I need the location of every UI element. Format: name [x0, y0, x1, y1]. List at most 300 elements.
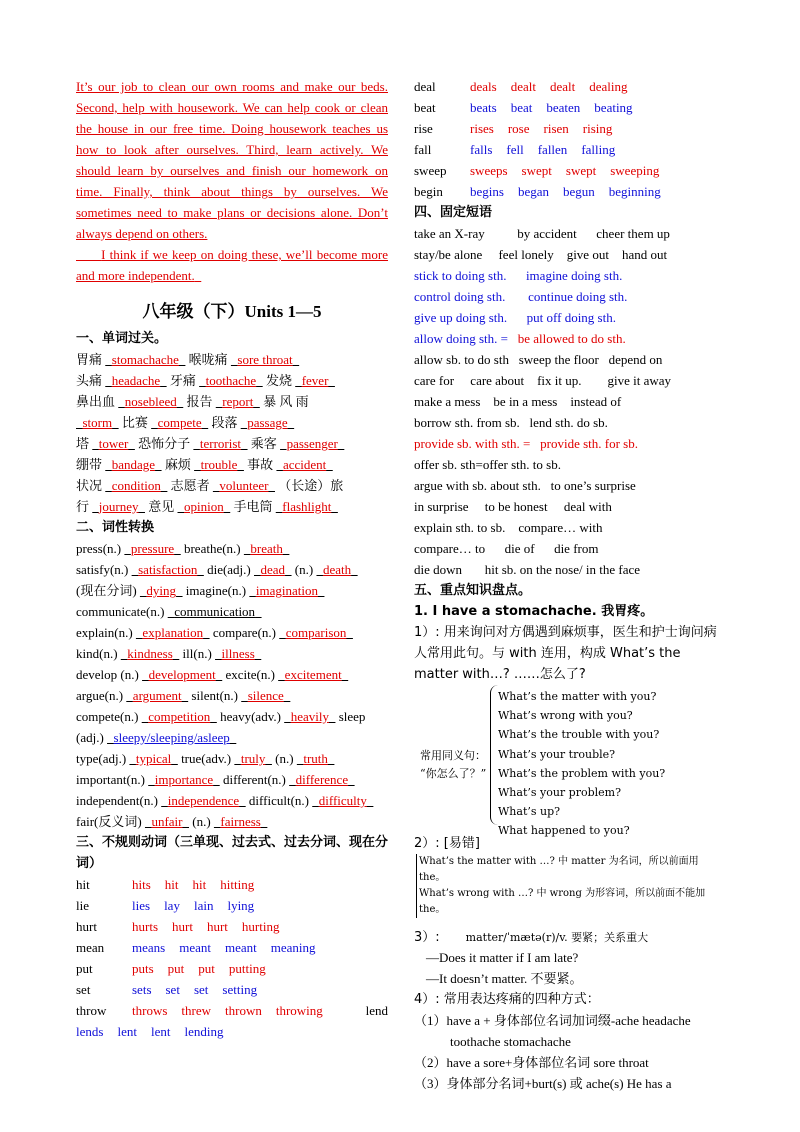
answer-blank [254, 562, 292, 577]
prompt-word: important(n.) [76, 772, 145, 787]
verb-form: thrown [225, 1003, 262, 1018]
conversion-row [76, 685, 388, 706]
prompt-word: excite(n.) [225, 667, 275, 682]
phrase-line: provide sb. with sth. = provide sth. for sb. [414, 436, 638, 451]
answer-word: excitement [284, 667, 342, 682]
phrase-line: stick to doing sth. imagine doing sth. [414, 268, 623, 283]
prompt-word: develop (n.) [76, 667, 139, 682]
answer-word: condition [111, 478, 161, 493]
answer-word: pressure [130, 541, 175, 556]
verb-form: hurting [241, 919, 280, 934]
phrase-line: stay/be alone feel lonely give out hand out [414, 247, 668, 262]
answer-blank [194, 457, 244, 472]
irregular-verbs-left [76, 874, 388, 1042]
answer-word: flashlight [282, 499, 332, 514]
phrase-line: explain sth. to sb. compare… with [414, 520, 603, 535]
verb-form: swept [521, 163, 552, 178]
answer-word: illness [221, 646, 255, 661]
answer-word: toothache [205, 373, 257, 388]
verb-row [76, 958, 388, 979]
answer-blank [76, 415, 119, 430]
answer-word: passenger [286, 436, 338, 451]
error-note-line: What’s wrong with …? 中 wrong 为形容词，所以前面不能加 the。 [419, 888, 706, 915]
prompt-word: 鼻出血 [76, 394, 116, 409]
answer-blank [295, 373, 335, 388]
conversion-row [76, 748, 388, 769]
prompt-word: 发烧 [265, 373, 292, 388]
answer-blank [241, 415, 294, 430]
synonym-item: What’s the trouble with you? [498, 728, 660, 742]
prompt-word: communicate(n.) [76, 604, 165, 619]
answer-blank [105, 352, 185, 367]
phrase-line: give up doing sth. put off doing sth. [414, 310, 616, 325]
prompt-word: heavy(adv.) [220, 709, 281, 724]
verb-form: lay [164, 898, 180, 913]
answer-word: difference [295, 772, 349, 787]
verb-form: fell [506, 142, 524, 157]
section-3-heading: 三、不规则动词（三单现、过去式、过去分词、现在分词） [76, 835, 389, 871]
answer-blank [215, 646, 261, 661]
answer-blank [241, 688, 290, 703]
prompt-word: satisfy(n.) [76, 562, 129, 577]
answer-word: development [148, 667, 216, 682]
verb-form: puts [132, 961, 154, 976]
verb-row [76, 1000, 388, 1021]
prompt-word: 麻烦 [164, 457, 191, 472]
verb-form: dealing [589, 79, 628, 94]
essay-text [76, 76, 388, 286]
answer-word: dying [146, 583, 177, 598]
prompt-word: 意见 [148, 499, 175, 514]
verb-form: hurt [206, 919, 228, 934]
answer-blank [193, 436, 247, 451]
phrase-line: allow doing sth. = be allowed to do sth. [414, 331, 626, 346]
answer-blank [278, 667, 348, 682]
answer-blank [199, 373, 263, 388]
verb-form: dealt [549, 79, 576, 94]
answer-word: storm [82, 415, 113, 430]
prompt-word: 段落 [211, 415, 238, 430]
verb-base: lie [76, 898, 89, 913]
prompt-word: independent(n.) [76, 793, 158, 808]
answer-word: unfair [151, 814, 183, 829]
prompt-word: 头痛 [76, 373, 103, 388]
key-point-2-label: 2）: [易错] [414, 836, 480, 851]
conversion-row [76, 580, 388, 601]
verb-form: meaning [270, 940, 316, 955]
prompt-word: 行 [76, 499, 90, 514]
prompt-word: compare(n.) [212, 625, 276, 640]
essay-paragraph-2: I think if we keep on doing these, we’ll become more and more independent. [76, 247, 389, 283]
prompt-word: true(adv.) [181, 751, 232, 766]
verb-base: sweep [414, 163, 447, 178]
answer-word: truth [303, 751, 328, 766]
verb-form: hit [164, 877, 179, 892]
phrase-line: care for care about fix it up. give it away [414, 373, 672, 388]
answer-blank [105, 457, 161, 472]
verb-form: beginning [608, 184, 661, 199]
word-row [76, 475, 388, 496]
answer-blank [244, 541, 289, 556]
answer-word: argument [132, 688, 182, 703]
prompt-word: (现在分词) [76, 583, 137, 598]
verb-row [414, 160, 726, 181]
verb-form: beaten [546, 100, 581, 115]
phrase-line: compare… to die of die from [414, 541, 599, 556]
prompt-word: type(adj.) [76, 751, 127, 766]
answer-word: satisfaction [138, 562, 198, 577]
verb-form: meant [224, 940, 257, 955]
answer-blank [148, 772, 219, 787]
verb-row [76, 916, 388, 937]
prompt-word: imagine(n.) [185, 583, 247, 598]
verb-form: means [132, 940, 166, 955]
conversion-row [76, 706, 388, 727]
verb-base: mean [76, 940, 105, 955]
answer-blank [316, 562, 357, 577]
key-point-1-text: 1）: 用来询问对方偶遇到麻烦事，医生和护士询问病人常用此句。与 with 连用，构成 What’s the matter with…? ……怎么了? [414, 625, 717, 682]
prompt-word: (n.) [192, 814, 211, 829]
synonym-item: What’s your trouble? [498, 747, 616, 761]
verb-row [414, 181, 726, 202]
key-point-3-answer: —It doesn’t matter. 不要紧。 [426, 971, 583, 986]
verb-form: sweeping [610, 163, 660, 178]
answer-blank [276, 499, 338, 514]
verb-row [76, 895, 388, 916]
prompt-word: （长途）旅 [278, 478, 344, 493]
answer-blank [249, 583, 324, 598]
phrase-line: argue with sb. about sth. to one’s surprise [414, 478, 636, 493]
prompt-word: (n.) [294, 562, 314, 577]
prompt-word: 事故 [247, 457, 274, 472]
answer-word: heavily [290, 709, 329, 724]
answer-blank [105, 478, 167, 493]
answer-word: difficulty [318, 793, 367, 808]
answer-blank [178, 499, 231, 514]
phrase-list [414, 223, 726, 580]
prompt-word: difficult(n.) [248, 793, 309, 808]
answer-word: sleepy/sleeping/asleep [113, 730, 230, 745]
answer-blank [151, 415, 208, 430]
answer-blank [105, 373, 166, 388]
prompt-word: 比赛 [121, 415, 148, 430]
answer-word: report [222, 394, 254, 409]
verb-form: rising [582, 121, 613, 136]
prompt-word: fair(反义词) [76, 814, 142, 829]
verb-form: rises [470, 121, 494, 136]
verb-form: throwing [275, 1003, 323, 1018]
synonym-item: What’s wrong with you? [498, 709, 633, 723]
key-point-1-title: 1. I have a stomachache. 我胃疼。 [414, 604, 654, 619]
answer-word: fever [301, 373, 329, 388]
answer-word: compete [157, 415, 202, 430]
verb-form: rose [507, 121, 530, 136]
answer-blank [284, 709, 335, 724]
verb-form: falling [581, 142, 616, 157]
verb-form: hits [132, 877, 151, 892]
answer-blank [145, 814, 189, 829]
synonyms-figure-label: 常用同义句： “你怎么了？” [420, 749, 487, 780]
prompt-word: 塔 [76, 436, 90, 451]
answer-blank [231, 352, 299, 367]
verb-form: lending [184, 1024, 224, 1039]
right-column [414, 76, 726, 1094]
prompt-word: silent(n.) [191, 688, 238, 703]
verb-form: threw [181, 1003, 211, 1018]
answer-blank [140, 583, 183, 598]
prompt-word: 喉咙痛 [188, 352, 228, 367]
answer-word: death [322, 562, 352, 577]
answer-word: tower [98, 436, 129, 451]
answer-word: nosebleed [124, 394, 177, 409]
prompt-word: kind(n.) [76, 646, 118, 661]
prompt-word: 恐怖分子 [138, 436, 191, 451]
key-point-4: 4）: 常用表达疼痛的四种方式： [414, 992, 600, 1007]
phrase-line: allow sb. to do sth sweep the floor depend on [414, 352, 663, 367]
word-row [76, 496, 388, 517]
synonyms-figure [414, 685, 726, 838]
synonym-item: What’s the problem with you? [498, 766, 666, 780]
verb-form: putting [228, 961, 266, 976]
answer-word: kindness [127, 646, 173, 661]
prompt-word: 牙痛 [169, 373, 196, 388]
verb-form: set [193, 982, 209, 997]
verb-form: lent [150, 1024, 171, 1039]
word-conversion-list [76, 538, 388, 832]
conversion-row [76, 601, 388, 622]
verb-row [76, 1021, 388, 1042]
verb-form: begins [470, 184, 504, 199]
verb-row [76, 874, 388, 895]
error-note-line: What’s the matter with …? 中 matter 为名词，所以前面用 the。 [419, 856, 699, 883]
answer-word: bandage [111, 457, 156, 472]
word-row [76, 433, 388, 454]
answer-blank [161, 793, 245, 808]
verb-base: hit [76, 877, 90, 892]
prompt-word: explain(n.) [76, 625, 133, 640]
verb-form: set [165, 982, 180, 997]
word-list [76, 349, 388, 517]
key-point-4-item-2: （2）have a sore+身体部位名词 sore throat [414, 1055, 649, 1070]
verb-row [76, 937, 388, 958]
answer-blank [279, 625, 353, 640]
verb-base: hurt [76, 919, 97, 934]
phrase-line: borrow sth. from sb. lend sth. do sb. [414, 415, 608, 430]
verb-row [414, 76, 726, 97]
phrase-line: die down hit sb. on the nose/ in the face [414, 562, 641, 577]
answer-word: typical [135, 751, 172, 766]
verb-form: lent [117, 1024, 137, 1039]
conversion-row [76, 664, 388, 685]
verb-form: beat [510, 100, 533, 115]
answer-blank [132, 562, 204, 577]
verb-base: fall [414, 142, 432, 157]
verb-base: throw [76, 1003, 107, 1018]
answer-word: passage [247, 415, 288, 430]
word-row [76, 370, 388, 391]
key-point-4-item-3: （3）身体部分名词+burt(s) 或 ache(s) He has a [414, 1076, 672, 1091]
verb-form: lain [193, 898, 214, 913]
prompt-word: 胃痛 [76, 352, 103, 367]
answer-word: accident [282, 457, 327, 472]
verb-form: began [517, 184, 549, 199]
verb-form: risen [543, 121, 569, 136]
answer-blank [92, 499, 145, 514]
verb-form: hurts [132, 919, 158, 934]
verb-row [414, 97, 726, 118]
verb-base: deal [414, 79, 436, 94]
answer-blank [280, 436, 344, 451]
phrase-line: in surprise to be honest deal with [414, 499, 612, 514]
verb-form: begun [563, 184, 595, 199]
verb-row [414, 139, 726, 160]
answer-blank [214, 814, 267, 829]
verb-form: falls [470, 142, 493, 157]
answer-word: volunteer [219, 478, 269, 493]
prompt-word: 绷带 [76, 457, 103, 472]
irregular-verbs-right [414, 76, 726, 202]
verb-base: rise [414, 121, 433, 136]
answer-word: silence [247, 688, 284, 703]
verb-form: hurt [172, 919, 193, 934]
answer-word: sore throat [237, 352, 293, 367]
answer-blank [129, 751, 177, 766]
verb-base: beat [414, 100, 436, 115]
section-2-heading: 二、词性转换 [76, 520, 155, 535]
verb-form: setting [222, 982, 258, 997]
word-row [76, 349, 388, 370]
left-column [76, 76, 388, 1042]
verb-form: put [167, 961, 185, 976]
answer-word: truly [240, 751, 266, 766]
word-row [76, 391, 388, 412]
verb-base: set [76, 982, 91, 997]
conversion-row [76, 769, 388, 790]
answer-blank [121, 646, 180, 661]
answer-word: dead [260, 562, 286, 577]
answer-blank [234, 751, 272, 766]
verb-form: lends [76, 1024, 104, 1039]
prompt-word: die(adj.) [207, 562, 251, 577]
section-4-heading: 四、固定短语 [414, 205, 493, 220]
prompt-word: 暴 风 雨 [263, 394, 309, 409]
conversion-row [76, 790, 388, 811]
verb-form: put [198, 961, 215, 976]
answer-blank [216, 394, 260, 409]
prompt-word: 状况 [76, 478, 103, 493]
conversion-row [76, 811, 388, 832]
synonym-item: What’s up? [498, 805, 561, 819]
verb-form: fallen [537, 142, 568, 157]
essay-paragraph-1: It’s our job to clean our own rooms and make our beds. Second, help with housework. We can help cook or clean the house in our free time. Doing housework teaches us how to look after ourselves. Third, learn actively. We should learn by ourselves and finish our homework on time. Finally, think about things by ourselves. We sometimes need to make plans or decisions alone. Don’t always depend on others. [76, 79, 388, 241]
section-5-heading: 五、重点知识盘点。 [414, 583, 532, 598]
verb-form: hitting [220, 877, 255, 892]
answer-word: independence [167, 793, 240, 808]
prompt-word: 志愿者 [170, 478, 210, 493]
verb-form: sweeps [470, 163, 508, 178]
conversion-row [76, 538, 388, 559]
verb-form: swept [565, 163, 597, 178]
answer-blank [126, 688, 188, 703]
verb-row [414, 118, 726, 139]
prompt-word: press(n.) [76, 541, 122, 556]
answer-blank [168, 604, 262, 619]
prompt-word: 报告 [186, 394, 213, 409]
conversion-row [76, 622, 388, 643]
verb-form: hit [192, 877, 207, 892]
verb-base: begin [414, 184, 443, 199]
phrase-line: make a mess be in a mess instead of [414, 394, 622, 409]
verb-row [76, 979, 388, 1000]
verb-form: lies [132, 898, 151, 913]
phrase-line: offer sb. sth=offer sth. to sb. [414, 457, 561, 472]
answer-word: stomachache [111, 352, 179, 367]
answer-word: explanation [142, 625, 204, 640]
synonym-item: What happened to you? [498, 824, 630, 838]
answer-word: importance [154, 772, 214, 787]
word-row [76, 412, 388, 433]
prompt-word: 乘客 [250, 436, 277, 451]
answer-blank [92, 436, 135, 451]
verb-form: beating [594, 100, 633, 115]
verb-form: deals [470, 79, 497, 94]
answer-blank [289, 772, 354, 787]
prompt-word: (n.) [275, 751, 294, 766]
synonyms-list [498, 687, 665, 841]
prompt-word: compete(n.) [76, 709, 139, 724]
verb-form: meant [179, 940, 211, 955]
answer-word: communication [174, 604, 256, 619]
verb-base: lend [365, 1003, 388, 1018]
verb-form: beats [470, 100, 497, 115]
verb-form: lying [227, 898, 255, 913]
prompt-word: argue(n.) [76, 688, 124, 703]
answer-word: trouble [200, 457, 238, 472]
answer-word: headache [111, 373, 161, 388]
verb-form: sets [132, 982, 152, 997]
prompt-word: breathe(n.) [183, 541, 241, 556]
error-note-figure [416, 854, 726, 918]
answer-blank [136, 625, 210, 640]
prompt-word: ill(n.) [182, 646, 212, 661]
synonym-item: What’s the matter with you? [498, 690, 657, 703]
answer-word: opinion [184, 499, 224, 514]
answer-blank [107, 730, 236, 745]
answer-blank [118, 394, 183, 409]
answer-blank [297, 751, 335, 766]
conversion-row [76, 727, 388, 748]
answer-word: breath [250, 541, 283, 556]
synonym-item: What’s your problem? [498, 786, 622, 800]
verb-base: put [76, 961, 93, 976]
answer-blank [312, 793, 373, 808]
phrase-line: take an X-ray by accident cheer them up [414, 226, 670, 241]
answer-blank [124, 541, 180, 556]
prompt-word: sleep [338, 709, 366, 724]
phrase-line: control doing sth. continue doing sth. [414, 289, 628, 304]
word-row [76, 454, 388, 475]
answer-word: fairness [220, 814, 261, 829]
conversion-row [76, 559, 388, 580]
unit-title: 八年级（下）Units 1—5 [142, 302, 322, 321]
key-point-3-question: —Does it matter if I am late? [426, 950, 579, 965]
answer-word: comparison [285, 625, 347, 640]
answer-blank [142, 709, 217, 724]
prompt-word: different(n.) [222, 772, 286, 787]
answer-blank [142, 667, 222, 682]
key-point-3: 3）: matter/ˈmætə(r)/v. 要紧；关系重大 [414, 930, 649, 945]
answer-word: terrorist [199, 436, 242, 451]
